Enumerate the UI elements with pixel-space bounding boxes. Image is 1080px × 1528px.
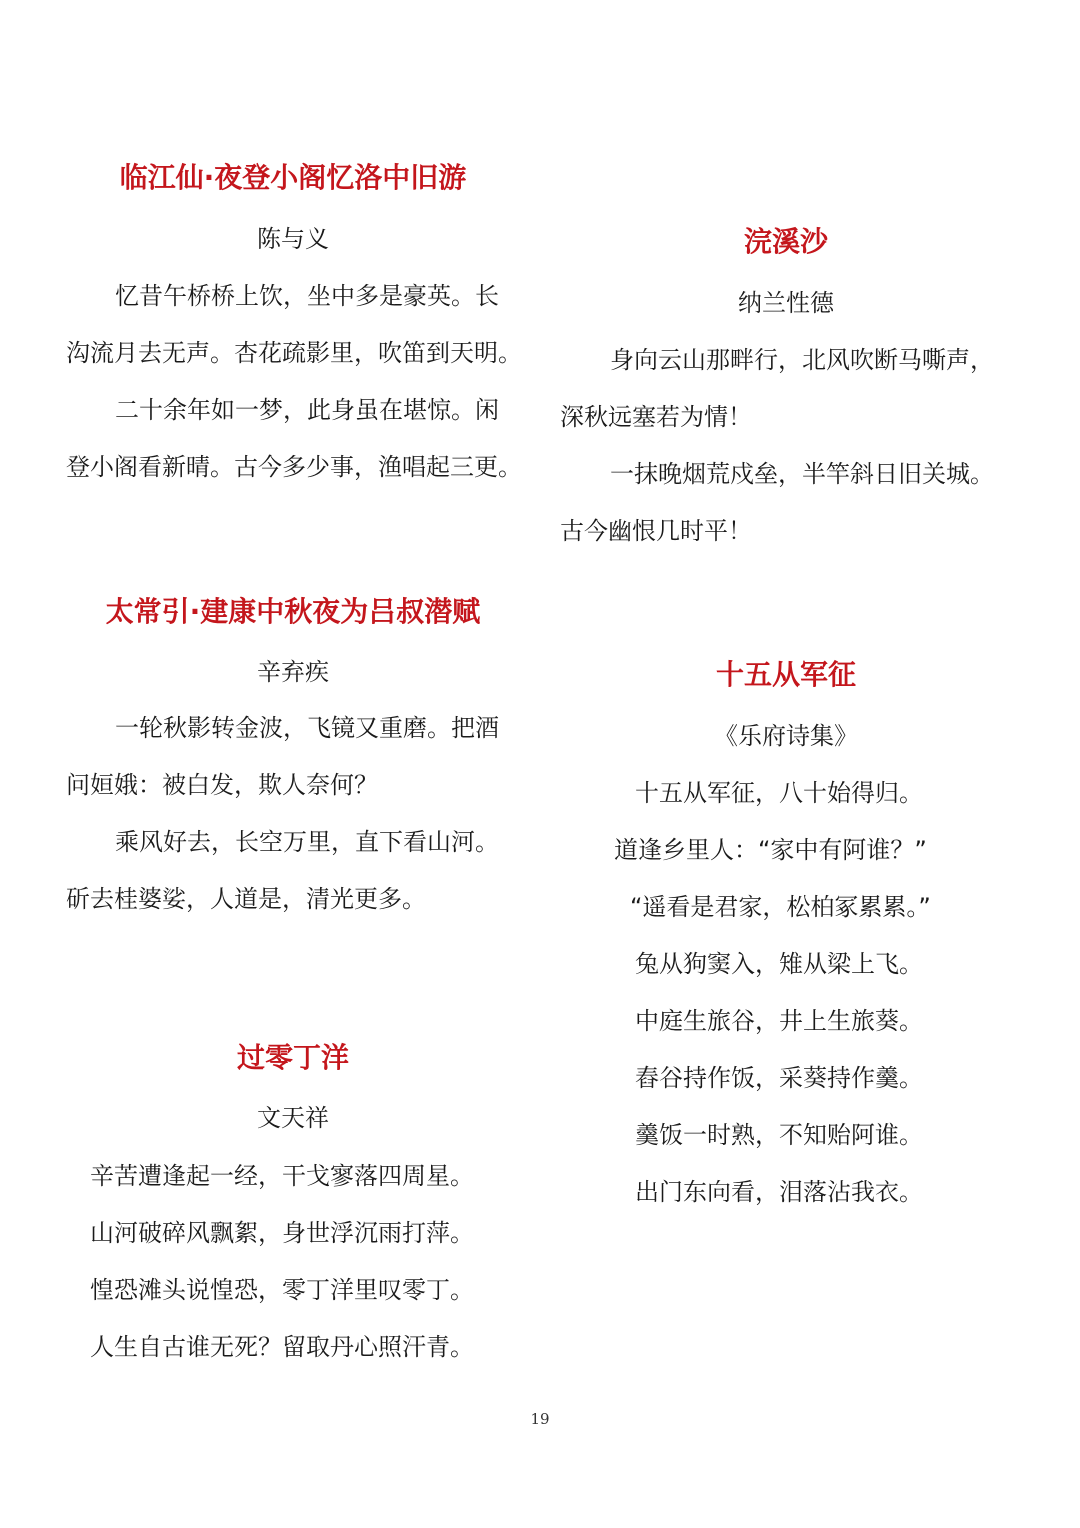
poem-line: 二十余年如一梦，此身虽在堪惊。闲 [115,396,499,424]
poem-author: 纳兰性德 [738,289,834,317]
poem-line: 沟流月去无声。杏花疏影里，吹笛到天明。 [66,339,522,367]
poem-title: 过零丁洋 [236,1041,349,1074]
poem-line: 问姮娥：被白发，欺人奈何？ [66,771,378,799]
poem-line: 羹饭一时熟，不知贻阿谁。 [635,1121,923,1149]
poem-line: 斫去桂婆娑，人道是，清光更多。 [66,885,426,913]
poem-line: 忆昔午桥桥上饮，坐中多是豪英。长 [115,282,499,310]
poem-line: 乘风好去，长空万里，直下看山河。 [115,828,499,856]
poem-line: 登小阁看新晴。古今多少事，渔唱起三更。 [66,453,522,481]
poem-author: 《乐府诗集》 [714,722,858,750]
poem-line: 古今幽恨几时平！ [560,517,752,545]
poem-line: 出门东向看，泪落沾我衣。 [635,1178,923,1206]
poem-line: 一轮秋影转金波，飞镜又重磨。把酒 [115,714,499,742]
poem-line: “遥看是君家，松柏冢累累。” [630,893,931,921]
poem-line: 深秋远塞若为情！ [560,403,752,431]
poem-author: 文天祥 [257,1104,329,1132]
poem-author: 陈与义 [257,225,329,253]
page-number: 19 [530,1410,550,1428]
poem-line: 人生自古谁无死？留取丹心照汗青。 [90,1333,474,1361]
poem-line: 兔从狗窦入，雉从梁上飞。 [635,950,923,978]
poem-author: 辛弃疾 [257,658,329,686]
poem-line: 舂谷持作饭，采葵持作羹。 [635,1064,923,1092]
poem-line: 山河破碎风飘絮，身世浮沉雨打萍。 [90,1219,474,1247]
poem-line: 十五从军征，八十始得归。 [635,779,923,807]
poem-line: 身向云山那畔行，北风吹断马嘶声， [610,346,994,374]
poem-title: 临江仙·夜登小阁忆洛中旧游 [119,161,467,194]
poem-line: 中庭生旅谷，井上生旅葵。 [635,1007,923,1035]
poem-line: 道逢乡里人：“家中有阿谁？” [614,836,927,864]
poem-title: 浣溪沙 [743,225,828,258]
poem-title: 十五从军征 [715,658,856,691]
poem-line: 一抹晚烟荒戍垒，半竿斜日旧关城。 [610,460,994,488]
poem-line: 惶恐滩头说惶恐，零丁洋里叹零丁。 [90,1276,474,1304]
poem-line: 辛苦遭逢起一经，干戈寥落四周星。 [90,1162,474,1190]
poem-title: 太常引·建康中秋夜为吕叔潜赋 [105,595,481,628]
